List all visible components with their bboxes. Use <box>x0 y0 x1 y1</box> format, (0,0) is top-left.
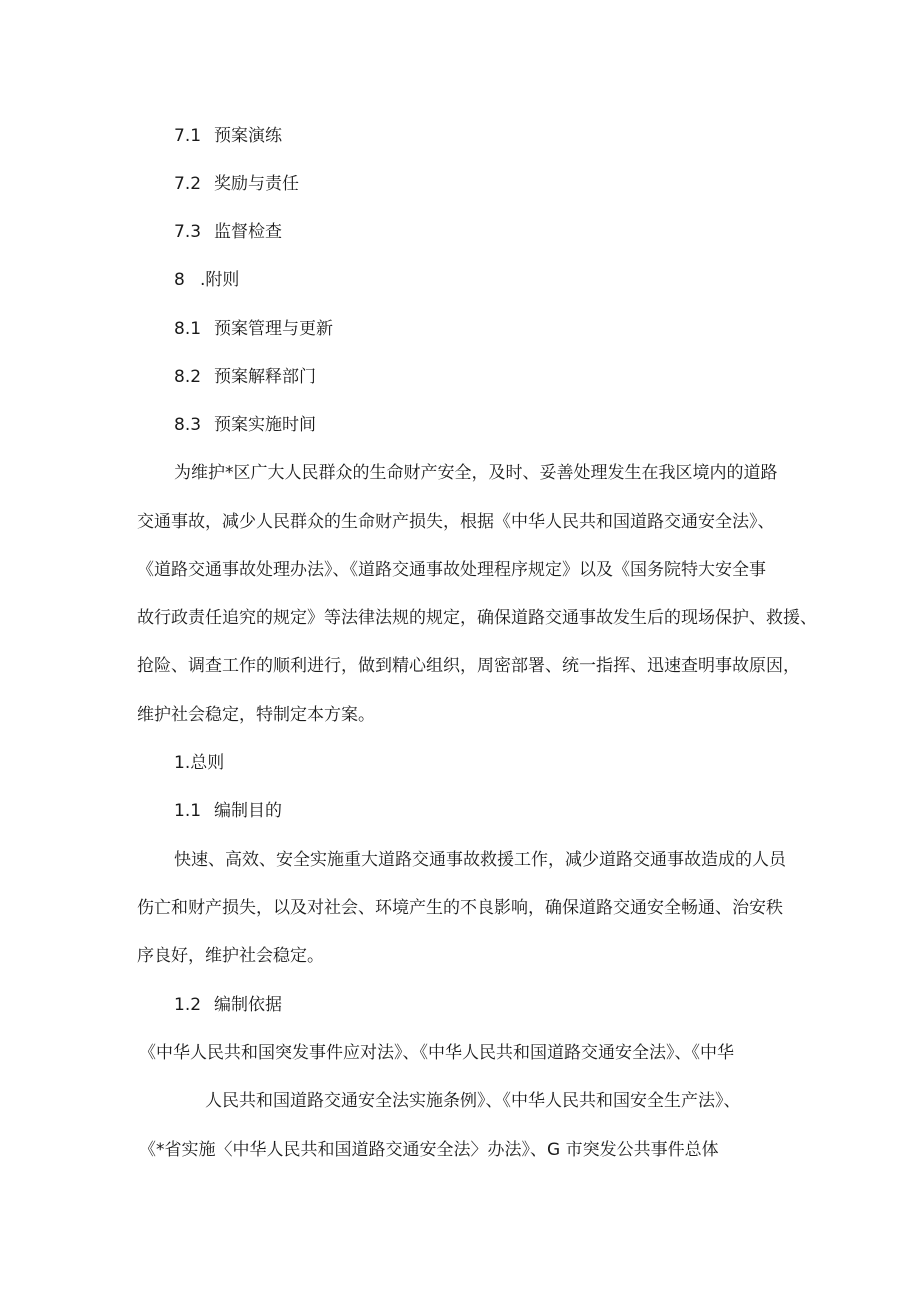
toc-item <box>174 318 333 340</box>
section-heading: 1.总则 <box>174 753 225 773</box>
purpose-line: 序良好，维护社会稳定。 <box>137 946 324 966</box>
toc-item <box>174 221 282 243</box>
toc-number: 8.2 <box>174 367 202 387</box>
toc-title: 预案管理与更新 <box>214 319 333 339</box>
toc-item <box>174 173 299 195</box>
toc-title: 预案演练 <box>214 126 282 146</box>
toc-item <box>174 414 316 436</box>
basis-line: 《中华人民共和国突发事件应对法》、《中华人民共和国道路交通安全法》、《中华 <box>139 1043 734 1063</box>
intro-line: 故行政责任追究的规定》等法律法规的规定，确保道路交通事故发生后的现场保护、救援、 <box>137 608 817 628</box>
toc-number: 7.1 <box>174 126 202 146</box>
subsection-heading <box>174 800 282 822</box>
toc-number: 7.2 <box>174 174 202 194</box>
toc-item <box>174 269 239 291</box>
toc-number: 7.3 <box>174 222 202 242</box>
subsection-title: 编制依据 <box>214 995 282 1015</box>
toc-title: 奖励与责任 <box>214 174 299 194</box>
toc-number: 8.3 <box>174 415 202 435</box>
toc-title: 预案解释部门 <box>214 367 316 387</box>
subsection-title: 编制目的 <box>214 801 282 821</box>
toc-title: 监督检查 <box>214 222 282 242</box>
basis-line: 人民共和国道路交通安全法实施条例》、《中华人民共和国安全生产法》、 <box>205 1091 741 1111</box>
intro-line: 抢险、调查工作的顺利进行，做到精心组织，周密部署、统一指挥、迅速查明事故原因， <box>137 656 800 676</box>
intro-line: 交通事故，减少人民群众的生命财产损失，根据《中华人民共和国道路交通安全法》、 <box>137 512 775 532</box>
subsection-heading <box>174 994 282 1016</box>
toc-item <box>174 125 282 147</box>
toc-title: .附则 <box>200 270 240 290</box>
purpose-line: 伤亡和财产损失，以及对社会、环境产生的不良影响，确保道路交通安全畅通、治安秩 <box>137 898 783 918</box>
toc-number: 8 <box>174 270 185 290</box>
intro-line: 维护社会稳定，特制定本方案。 <box>137 705 375 725</box>
intro-line: 《道路交通事故处理办法》、《道路交通事故处理程序规定》以及《国务院特大安全事 <box>137 560 766 580</box>
toc-number: 8.1 <box>174 319 202 339</box>
toc-title: 预案实施时间 <box>214 415 316 435</box>
toc-item <box>174 366 316 388</box>
subsection-number: 1.1 <box>174 801 202 821</box>
purpose-line: 快速、高效、安全实施重大道路交通事故救援工作，减少道路交通事故造成的人员 <box>174 850 786 870</box>
intro-line: 为维护*区广大人民群众的生命财产安全，及时、妥善处理发生在我区境内的道路 <box>174 463 778 483</box>
basis-line: 《*省实施〈中华人民共和国道路交通安全法〉办法》、G 市突发公共事件总体 <box>139 1140 719 1160</box>
subsection-number: 1.2 <box>174 995 202 1015</box>
